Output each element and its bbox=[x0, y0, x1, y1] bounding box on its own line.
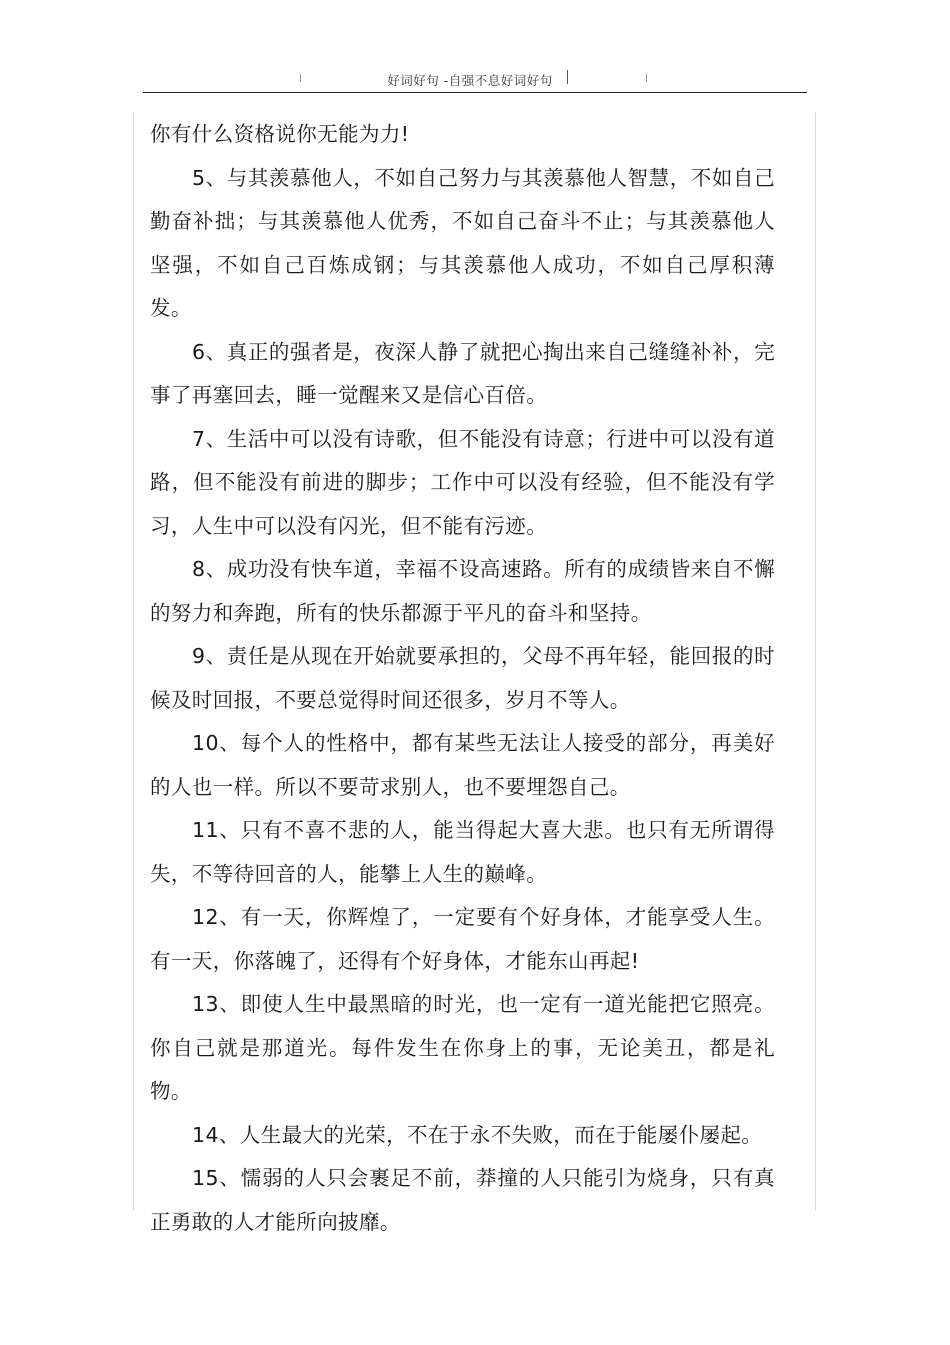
paragraph-continuation: 你有什么资格说你无能为力! bbox=[150, 122, 410, 146]
paragraph-item-15: 15、懦弱的人只会裹足不前，莽撞的人只能引为烧身，只有真正勇敢的人才能所向披靡。 bbox=[150, 1166, 775, 1234]
paragraph-item-12: 12、有一天，你辉煌了，一定要有个好身体，才能享受人生。有一天，你落魄了，还得有个好身体，才能东山再起! bbox=[150, 905, 775, 973]
document-body bbox=[150, 113, 775, 1244]
paragraph-item-8: 8、成功没有快车道，幸福不设高速路。所有的成绩皆来自不懈的努力和奔跑，所有的快乐都源于平凡的奋斗和坚持。 bbox=[150, 557, 775, 625]
paragraph-item-10: 10、每个人的性格中，都有某些无法让人接受的部分，再美好的人也一样。所以不要苛求别人，也不要埋怨自己。 bbox=[150, 731, 775, 799]
header-title: 好词好句 -自强不息好词好句 bbox=[387, 73, 553, 88]
paragraph-item-13: 13、即使人生中最黑暗的时光，也一定有一道光能把它照亮。你自己就是那道光。每件发生在你身上的事，无论美丑，都是礼物。 bbox=[150, 992, 775, 1103]
paragraph-item-14: 14、人生最大的光荣，不在于永不失败，而在于能屡仆屡起。 bbox=[192, 1122, 763, 1147]
paragraph-item-5: 5、与其羡慕他人，不如自己努力与其羡慕他人智慧，不如自己勤奋补拙；与其羡慕他人优秀，不如自己奋斗不止；与其羡慕他人坚强，不如自己百炼成钢；与其羡慕他人成功，不如自己厚积薄发。 bbox=[150, 165, 775, 320]
left-margin-line bbox=[133, 112, 134, 1210]
paragraph-item-6: 6、真正的强者是，夜深人静了就把心掏出来自己缝缝补补，完事了再塞回去，睡一觉醒来又是信心百倍。 bbox=[150, 339, 775, 407]
paragraph-item-9: 9、责任是从现在开始就要承担的，父母不再年轻，能回报的时候及时回报，不要总觉得时间还很多，岁月不等人。 bbox=[150, 644, 775, 712]
paragraph-item-11: 11、只有不喜不悲的人，能当得起大喜大悲。也只有无所谓得失，不等待回音的人，能攀上人生的巅峰。 bbox=[150, 818, 775, 886]
paragraph-item-7: 7、生活中可以没有诗歌，但不能没有诗意；行进中可以没有道路，但不能没有前进的脚步；工作中可以没有经验，但不能没有学习，人生中可以没有闪光，但不能有污迹。 bbox=[150, 426, 775, 538]
right-margin-line bbox=[815, 112, 816, 1210]
page-header bbox=[143, 68, 807, 93]
